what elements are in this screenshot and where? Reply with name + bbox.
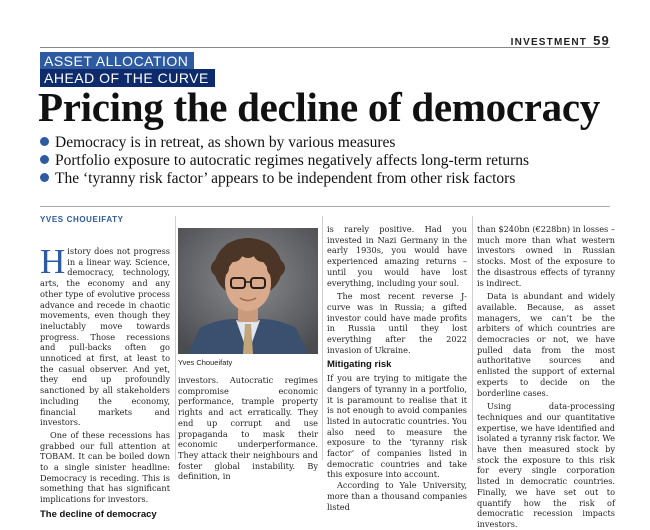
col2-paragraph-1: investors. Autocratic regimes compromise economic performance, trample property rights and act erratically. They end up corrupt and use propaganda to mask their economic underperformance. They attack their neighbours and foster global instability. By definition, in bbox=[178, 375, 318, 482]
bullet-dot-icon bbox=[40, 173, 49, 182]
bullet-item bbox=[40, 134, 630, 152]
subhead-mitigating-risk: Mitigating risk bbox=[327, 359, 392, 371]
summary-bullets bbox=[40, 134, 630, 188]
page-number: 59 bbox=[593, 33, 610, 48]
col3-paragraph-3: If you are trying to mitigate the dangers of tyranny in a portfolio, it is paramount to realise that it is not enough to avoid companies listed in autocratic countries. You also need to measure the exposure to the ‘tyranny risk factor’ of companies listed in democratic countries and take this exposure into account. bbox=[327, 373, 467, 480]
article-column-1 bbox=[40, 242, 170, 523]
article-column-4 bbox=[477, 224, 615, 530]
photo-caption: Yves Choueifaty bbox=[178, 358, 233, 367]
author-byline: YVES CHOUEIFATY bbox=[40, 215, 124, 224]
column-divider bbox=[472, 216, 473, 460]
column-divider bbox=[175, 216, 176, 460]
bullet-text: The ‘tyranny risk factor’ appears to be independent from other risk factors bbox=[55, 170, 516, 187]
header-rule bbox=[40, 47, 610, 48]
bullet-item bbox=[40, 152, 630, 170]
kicker-asset-allocation: ASSET ALLOCATION bbox=[40, 52, 194, 70]
author-portrait-image bbox=[178, 228, 318, 354]
article-column-3 bbox=[327, 224, 467, 512]
col4-paragraph-3: Using data-processing techniques and our quantitative expertise, we have identified and isolated a tyranny risk factor. We have then measured stock by stock the exposure to this risk for every single corporation listed in democratic countries. Finally, we have set out to quantify how the risk of democratic recession impacts investors. bbox=[477, 401, 615, 529]
col3-paragraph-4: According to Yale University, more than a thousand companies listed bbox=[327, 480, 467, 512]
col1-paragraph-1: istory does not progress in a linear way. Science, democracy, technology, arts, the economy and any other type of evolutive process advance and recede in chaotic movements, even though they ineluctably move towards progress. Those recessions and pull-backs often go unnoticed at first, at least to the casual observer. And yet, they end up profoundly sanctioned by all stakeholders including the economy, financial markets and investors. bbox=[40, 246, 170, 428]
bullet-text: Portfolio exposure to autocratic regimes negatively affects long-term returns bbox=[55, 152, 530, 169]
col3-paragraph-2: The most recent reverse J-curve was in Russia; a gifted investor could have made profits in Russia until they lost everything after the 2022 invasion of Ukraine. bbox=[327, 291, 467, 355]
col1-paragraph-2: One of these recessions has grabbed our full attention at TOBAM. It can be boiled down to a single sinister headline: Democracy is receding. This is something that has significant implications for investors. bbox=[40, 429, 170, 505]
article-headline: Pricing the decline of democracy bbox=[38, 84, 600, 130]
article-column-2 bbox=[178, 375, 318, 482]
section-label bbox=[511, 33, 610, 48]
drop-cap: H bbox=[40, 242, 66, 281]
section-divider bbox=[40, 206, 610, 207]
col4-paragraph-2: Data is abundant and widely available. Because, as asset managers, we can’t be the arbiters of which countries are democracies or not, we have pulled data from the most authoritative sources and enlisted the support of external experts to decide on the borderline cases. bbox=[477, 291, 615, 398]
section-name: INVESTMENT bbox=[510, 37, 588, 48]
bullet-dot-icon bbox=[40, 137, 49, 146]
kicker-ahead-of-the-curve: AHEAD OF THE CURVE bbox=[40, 69, 215, 87]
bullet-item bbox=[40, 170, 630, 188]
bullet-dot-icon bbox=[40, 155, 49, 164]
author-photo bbox=[178, 228, 318, 354]
column-divider bbox=[322, 216, 323, 460]
col3-paragraph-1: is rarely positive. Had you invested in Nazi Germany in the early 1930s, you would have experienced amazing returns – until you would have lost everything, including your soul. bbox=[327, 224, 467, 288]
subhead-decline-of-democracy: The decline of democracy bbox=[40, 508, 157, 520]
bullet-text: Democracy is in retreat, as shown by various measures bbox=[55, 134, 396, 151]
col4-paragraph-1: than $240bn (€228bn) in losses – much more than what western investors owned in Russian stocks. Most of the exposure to the disastrous effects of tyranny is indirect. bbox=[477, 224, 615, 288]
